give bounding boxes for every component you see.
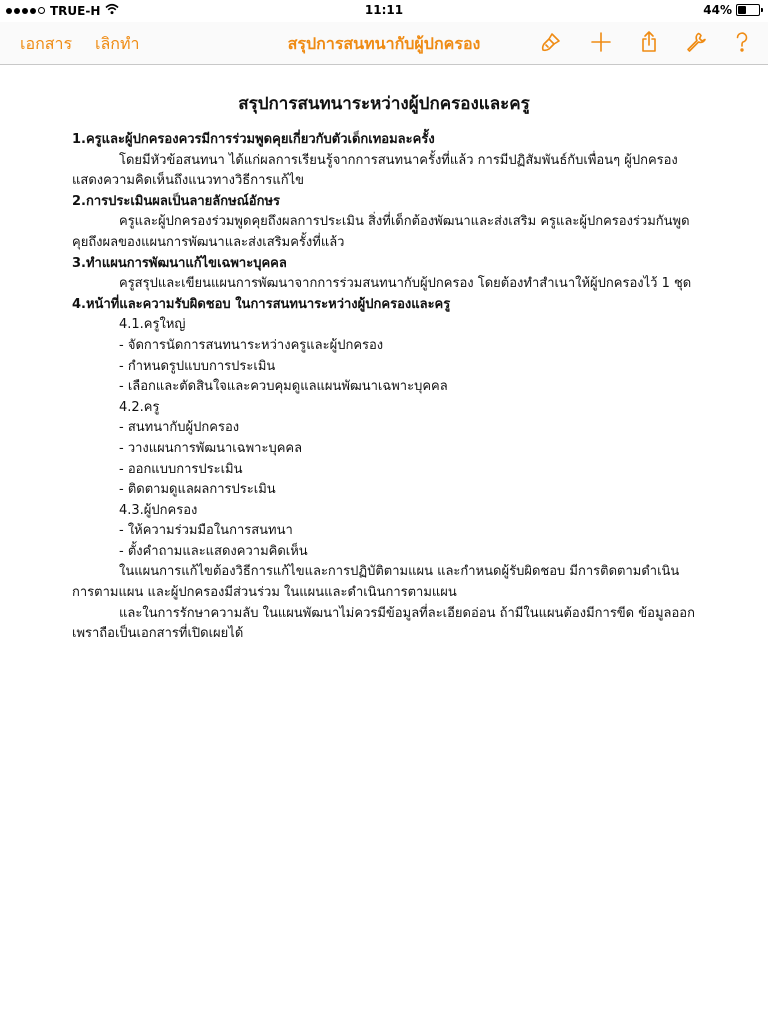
document-title[interactable]: สรุปการสนทนากับผู้ปกครอง	[287, 34, 481, 53]
toolbar	[0, 22, 768, 65]
paintbrush-icon[interactable]	[539, 30, 563, 54]
list-item: - ออกแบบการประเมิน	[119, 461, 243, 477]
help-icon[interactable]	[730, 30, 754, 54]
battery-icon	[736, 4, 760, 16]
section-4-heading: 4.หน้าที่และความรับผิดชอบ ในการสนทนาระหว่างผู้ปกครองและครู	[72, 296, 451, 312]
status-right	[703, 3, 760, 17]
list-item: - ตั้งคำถามและแสดงความคิดเห็น	[119, 543, 308, 559]
battery-percent: 44%	[703, 3, 732, 17]
list-item: - สนทนากับผู้ปกครอง	[119, 420, 240, 436]
list-item: - จัดการนัดการสนทนาระหว่างครูและผู้ปกครอง	[119, 337, 384, 353]
plus-icon[interactable]	[589, 30, 613, 54]
section-3-body: ครูสรุปและเขียนแผนการพัฒนาจากการร่วมสนทนากับผู้ปกครอง โดยต้องทำสำเนาให้ผู้ปกครองไว้ 1 ชุด	[119, 276, 692, 292]
section-1-heading: 1.ครูและผู้ปกครองควรมีการร่วมพูดคุยเกี่ยวกับตัวเด็กเทอมละครั้ง	[72, 132, 435, 147]
share-icon[interactable]	[637, 30, 661, 54]
document-body[interactable]	[72, 92, 696, 645]
section-1-body: โดยมีหัวข้อสนทนา ได้แก่ผลการเรียนรู้จากการสนทนาครั้งที่แล้ว การมีปฏิสัมพันธ์กับเพื่อนๆ ผู้ปกครองแสดงความคิดเห็นถึงแนวทางวิธีการแก้ไข	[72, 152, 678, 189]
document-heading: สรุปการสนทนาระหว่างผู้ปกครองและครู	[238, 94, 530, 114]
status-bar	[0, 0, 768, 22]
documents-button[interactable]: เอกสาร	[20, 34, 73, 53]
closing-paragraph-1: ในแผนการแก้ไขต้องวิธีการแก้ไขและการปฏิบัติตามแผน และกำหนดผู้รับผิดชอบ มีการติดตามดำเนินการตามแผน และผู้ปกครองมีส่วนร่วม ในแผนและดำเนินการตามแผน	[72, 564, 680, 601]
section-2-body: ครูและผู้ปกครองร่วมพูดคุยถึงผลการประเมิน สิ่งที่เด็กต้องพัฒนาและส่งเสริม ครูและผู้ปกครองร่วมกันพูดคุยถึงผลของแผนการพัฒนาและส่งเสริมครั้งที่แล้ว	[72, 214, 690, 250]
section-2-heading: 2.การประเมินผลเป็นลายลักษณ์อักษร	[72, 193, 280, 209]
subsection-4-1-label: 4.1.ครูใหญ่	[119, 317, 186, 333]
list-item: - เลือกและตัดสินใจและควบคุมดูแลแผนพัฒนาเฉพาะบุคคล	[119, 379, 448, 395]
subsection-4-3-label: 4.3.ผู้ปกครอง	[119, 502, 198, 518]
list-item: - กำหนดรูปแบบการประเมิน	[119, 358, 276, 374]
carrier-name: TRUE-H	[50, 3, 101, 18]
section-3-heading: 3.ทำแผนการพัฒนาแก้ไขเฉพาะบุคคล	[72, 255, 287, 271]
list-item: - ให้ความร่วมมือในการสนทนา	[119, 523, 293, 539]
list-item: - วางแผนการพัฒนาเฉพาะบุคคล	[119, 440, 303, 456]
list-item: - ติดตามดูแลผลการประเมิน	[119, 482, 276, 498]
subsection-4-2-label: 4.2.ครู	[119, 399, 160, 415]
status-time: 11:11	[364, 3, 404, 17]
undo-button[interactable]: เลิกทำ	[95, 34, 140, 53]
closing-paragraph-2: และในการรักษาความลับ ในแผนพัฒนาไม่ควรมีข้อมูลที่ละเอียดอ่อน ถ้ามีในแผนต้องมีการขีด ข้อมูลออก เพราถือเป็นเอกสารที่เปิดเผยได้	[72, 605, 695, 642]
wrench-icon[interactable]	[684, 30, 708, 54]
